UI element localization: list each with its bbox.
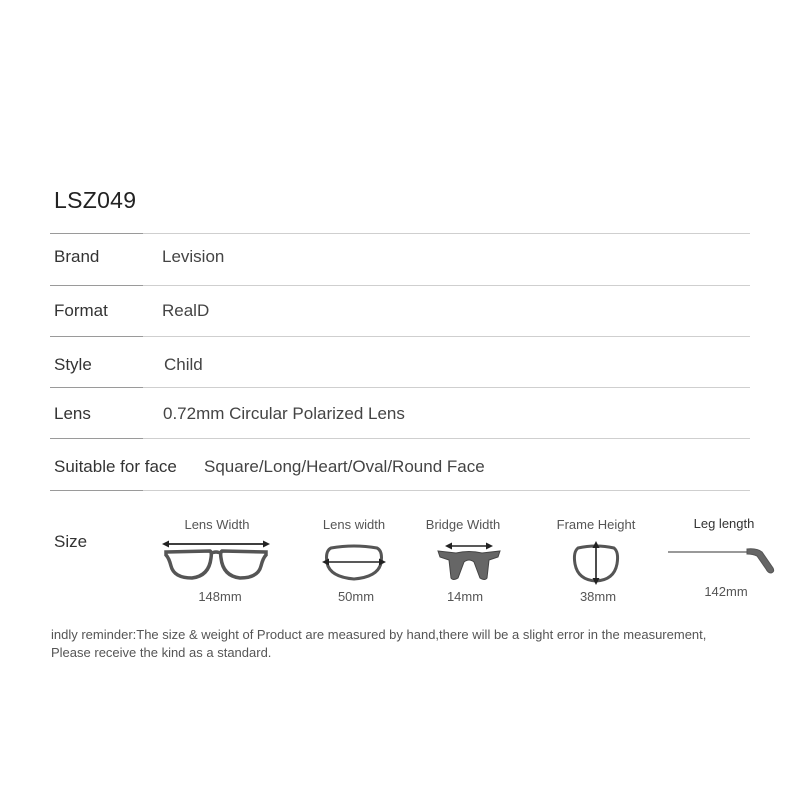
- reminder-line-1: indly reminder:The size & weight of Product are measured by hand,there will be a slight error in the measurement,: [51, 627, 707, 642]
- temple-length-icon: [667, 544, 777, 578]
- table-divider: [50, 336, 750, 337]
- size-item-leg-length-value: [676, 584, 776, 599]
- size-caption: Leg length: [693, 516, 755, 531]
- table-divider-label: [50, 285, 143, 286]
- table-divider-label: [50, 438, 143, 439]
- table-divider-label: [50, 490, 143, 491]
- table-divider: [50, 490, 750, 491]
- size-item-bridge-width-value: [415, 589, 515, 604]
- reminder-line-2: Please receive the kind as a standard.: [51, 645, 272, 660]
- spec-value-face: Square/Long/Heart/Oval/Round Face: [204, 457, 485, 476]
- spec-label-face: Suitable for face: [54, 457, 177, 476]
- size-caption: Frame Height: [556, 517, 636, 532]
- size-label: Size: [54, 532, 88, 551]
- table-divider-label: [50, 336, 143, 337]
- table-divider: [50, 438, 750, 439]
- size-item-bridge-width: [413, 517, 513, 532]
- table-divider-label: [50, 387, 143, 388]
- size-item-total-width: [157, 517, 277, 532]
- table-divider-label: [50, 233, 143, 234]
- spec-value-lens: 0.72mm Circular Polarized Lens: [163, 404, 405, 423]
- size-item-frame-height-value: [548, 589, 648, 604]
- bridge-width-icon: [434, 538, 504, 584]
- glasses-front-width-icon: [160, 538, 272, 584]
- size-value: 50mm: [337, 589, 375, 604]
- spec-value-brand: Levision: [162, 247, 225, 266]
- frame-height-icon: [570, 540, 622, 586]
- spec-label-style: Style: [54, 355, 92, 374]
- size-value: 38mm: [579, 589, 617, 604]
- size-item-lens-width-value: [306, 589, 406, 604]
- size-value: 142mm: [704, 584, 748, 599]
- size-item-total-width-value: [160, 589, 280, 604]
- table-divider: [50, 285, 750, 286]
- spec-label-format: Format: [54, 301, 108, 320]
- table-divider: [50, 233, 750, 234]
- size-item-leg-length: [674, 516, 774, 531]
- spec-label-brand: Brand: [54, 247, 100, 266]
- size-caption: Lens Width: [184, 517, 250, 532]
- size-caption: Bridge Width: [425, 517, 501, 532]
- table-divider: [50, 387, 750, 388]
- spec-label-lens: Lens: [54, 404, 91, 423]
- size-value: 148mm: [198, 589, 242, 604]
- lens-width-icon: [321, 543, 387, 583]
- product-model-title: LSZ049: [54, 187, 137, 213]
- spec-value-format: RealD: [162, 301, 210, 320]
- spec-value-style: Child: [164, 355, 203, 374]
- size-value: 14mm: [446, 589, 484, 604]
- size-item-lens-width: [304, 517, 404, 532]
- size-caption: Lens width: [322, 517, 386, 532]
- measurement-reminder: [51, 626, 771, 662]
- size-item-frame-height: [546, 517, 646, 532]
